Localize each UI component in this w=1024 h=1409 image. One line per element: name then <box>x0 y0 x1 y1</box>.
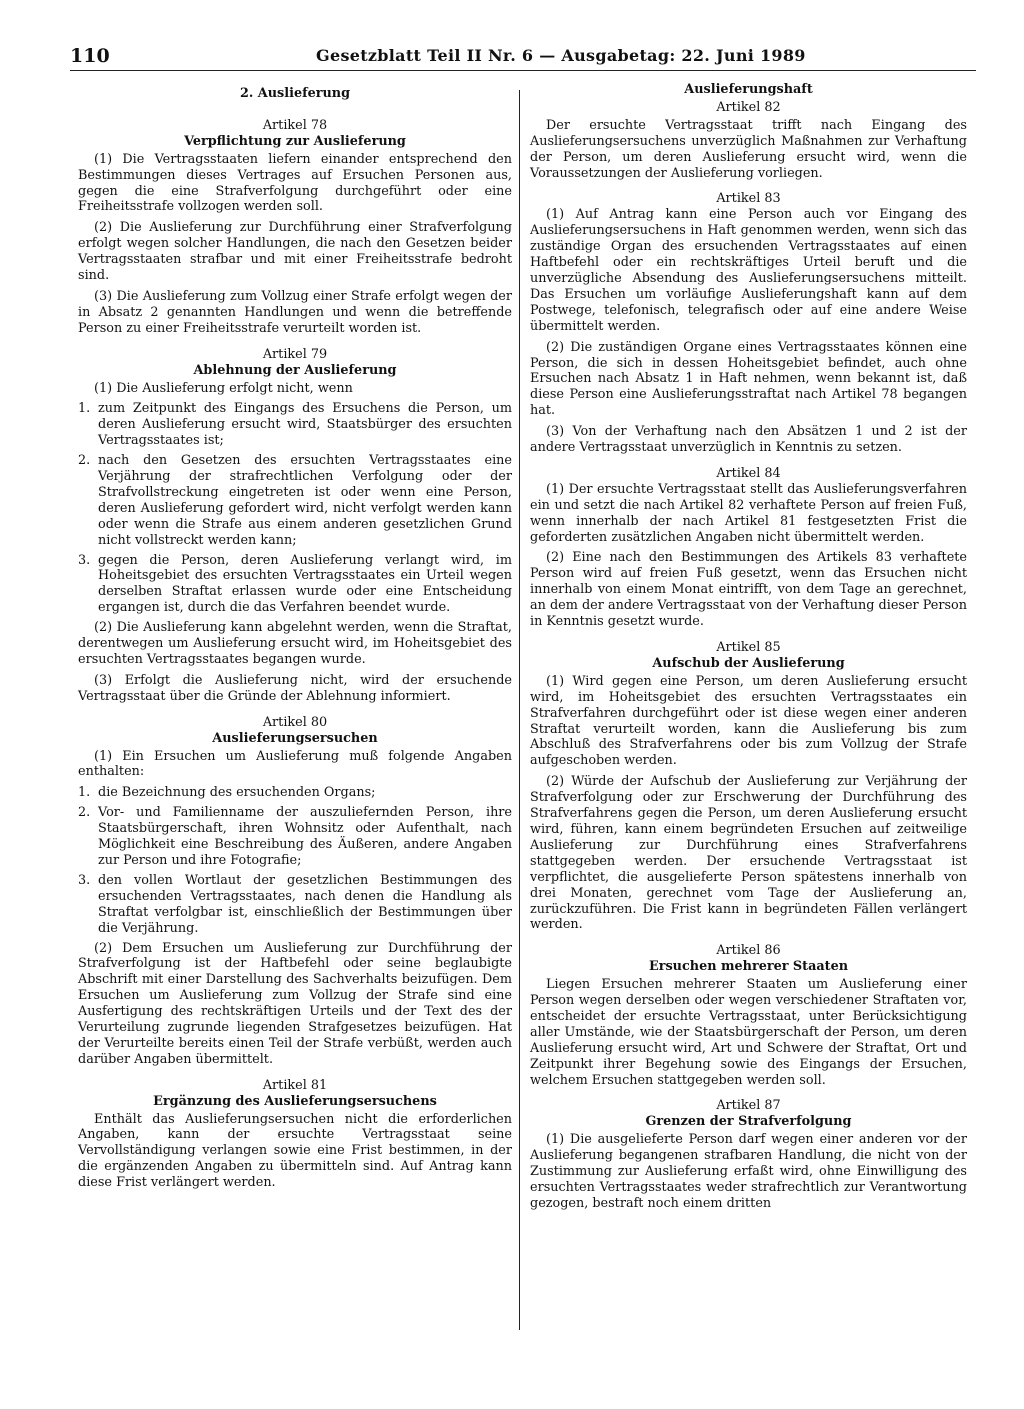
paragraph: (3) Die Auslieferung zum Vollzug einer Strafe erfolgt wegen der in Absatz 2 genannten Handlungen und wenn die betreffende Person zu einer Freiheitsstrafe verurteilt worden ist. <box>78 288 512 336</box>
paragraph: (1) Die Auslieferung erfolgt nicht, wenn <box>94 380 353 396</box>
article-82 <box>530 100 967 182</box>
column-divider <box>519 90 520 1330</box>
paragraph: (2) Die Auslieferung zur Durchführung einer Strafverfolgung erfolgt wegen solcher Handlungen, die nach den Gesetzen beider Vertragsstaaten strafbar und mit einer Freiheitsstrafe bedroht sind. <box>78 220 512 284</box>
article-heading: Artikel 84 <box>716 465 781 481</box>
article-heading: Artikel 85 <box>716 640 781 655</box>
article-85 <box>530 640 967 933</box>
article-81 <box>78 1078 512 1191</box>
article-83 <box>530 191 967 456</box>
article-heading: Artikel 87 <box>716 1098 781 1114</box>
list-number: 3. <box>78 872 91 888</box>
section-title: 2. Auslieferung <box>239 86 351 101</box>
list-number: 1. <box>78 401 91 417</box>
article-79 <box>78 347 512 705</box>
paragraph: (1) Ein Ersuchen um Auslieferung muß folgende Angaben enthalten: <box>78 748 512 780</box>
list-text: den vollen Wortlaut der gesetzlichen Bestimmungen des ersuchenden Vertragsstaates, nach denen die Handlung als Straftat verfolgbar ist, einschließlich der Bestimmungen über die Verjährung. <box>98 872 512 936</box>
article-86 <box>530 943 967 1088</box>
header-rule <box>70 70 976 71</box>
article-heading: Artikel 82 <box>716 99 781 115</box>
article-78 <box>78 118 512 337</box>
article-84 <box>530 466 967 630</box>
list-text: nach den Gesetzen des ersuchten Vertragsstaates eine Verjährung der strafrechtlichen Verfolgung oder der Strafvollstreckung eingetreten ist oder wenn eine Person, deren Auslieferung gefordert wird, nicht verfolgt werden kann oder wenn die Strafe aus einem anderen gesetzlichen Grund nicht vollstreckt werden kann; <box>98 453 512 548</box>
article-heading: Artikel 80 <box>262 714 328 730</box>
article-heading: Artikel 81 <box>262 1077 328 1093</box>
list-item <box>78 873 512 937</box>
article-title: Verpflichtung zur Auslieferung <box>184 133 406 149</box>
list-text: gegen die Person, deren Auslieferung verlangt wird, im Hoheitsgebiet des ersuchten Vertragsstaates ein Urteil wegen derselben Straftat erlassen wurde oder eine Entscheidung ergangen ist, durch die das Verfahren beendet wurde. <box>98 552 512 616</box>
section-title: Auslieferungshaft <box>684 82 813 97</box>
article-title: Ablehnung der Auslieferung <box>193 362 397 378</box>
list-number: 1. <box>78 785 91 801</box>
paragraph: (2) Die zuständigen Organe eines Vertragsstaates können eine Person, die sich in dessen Hoheitsgebiet befindet, auch ohne Ersuchen nach Absatz 1 in Haft nehmen, wenn bekannt ist, daß diese Person eine Auslieferungsstraftat nach Artikel 78 begangen hat. <box>530 339 967 419</box>
paragraph: (1) Die ausgelieferte Person darf wegen einer anderen vor der Auslieferung begangenen strafbaren Handlung, die nicht von der Zustimmung zur Auslieferung erfaßt wird, ohne Einwilligung des ersuchten Vertragsstaates weder strafrechtlich zur Verantwortung gezogen, bestraft noch einem dritten <box>530 1132 967 1211</box>
article-title: Auslieferungsersuchen <box>212 730 378 746</box>
list-number: 2. <box>78 805 91 821</box>
paragraph: (2) Eine nach den Bestimmungen des Artikels 83 verhaftete Person wird auf freien Fuß gesetzt, wenn das Ersuchen nicht innerhalb von einem Monat eintrifft, von dem Tage an gerechnet, an dem der andere Vertragsstaat von der Verhaftung dieser Person in Kenntnis gesetzt wurde. <box>530 550 967 630</box>
paragraph: Enthält das Auslieferungsersuchen nicht die erforderlichen Angaben, kann der ersuchte Vertragsstaat seine Vervollständigung verlangen sowie eine Frist bestimmen, in der die ergänzenden Angaben zu übermitteln sind. Auf Antrag kann diese Frist verlängert werden. <box>78 1111 512 1191</box>
list-item <box>78 785 512 801</box>
list-text: die Bezeichnung des ersuchenden Organs; <box>98 785 376 801</box>
paragraph: Liegen Ersuchen mehrerer Staaten um Auslieferung einer Person wegen derselben oder wegen verschiedener Straftaten vor, entscheidet der ersuchte Vertragsstaat, unter Berücksichtigung aller Umstände, wie der Staatsbürgerschaft der Person, um deren Auslieferung ersucht wird, Art und Schwere der Straftat, Ort und Zeitpunkt ihrer Begehung sowie des Eingangs der Ersuchen, welchem Ersuchen stattgegeben werden soll. <box>530 977 967 1088</box>
right-column <box>530 82 967 1217</box>
article-title: Aufschub der Auslieferung <box>652 655 845 671</box>
paragraph: (2) Würde der Aufschub der Auslieferung zur Verjährung der Strafverfolgung oder zur Erschwerung der Durchführung des Strafverfahrens gegen die Person, um deren Auslieferung ersucht wird, führen, kann einem begründeten Ersuchen auf zeitweilige Auslieferung zur Durchführung eines Strafverfahrens stattgegeben werden. Der ersuchende Vertragsstaat ist verpflichtet, die ausgelieferte Person spätestens innerhalb von drei Monaten, gerechnet vom Tage der Auslieferung an, zurückzuführen. Die Frist kann in begründeten Fällen verlängert werden. <box>530 774 967 933</box>
left-column <box>78 82 512 1196</box>
article-heading: Artikel 78 <box>262 117 328 133</box>
paragraph: (3) Von der Verhaftung nach den Absätzen 1 und 2 ist der andere Vertragsstaat unverzüglich in Kenntnis zu setzen. <box>530 424 967 456</box>
list-item <box>78 805 512 869</box>
article-title: Ersuchen mehrerer Staaten <box>648 959 849 975</box>
list-item <box>78 453 512 548</box>
paragraph: (2) Dem Ersuchen um Auslieferung zur Durchführung der Strafverfolgung ist der Haftbefehl oder seine beglaubigte Abschrift mit einer Darstellung des Sachverhalts beizufügen. Dem Ersuchen um Auslieferung zum Vollzug der Strafe sind eine Ausfertigung des rechtskräftigen Urteils und der Text des der Verurteilung zugrunde liegenden Strafgesetzes beizufügen. Hat der Verurteilte bereits einen Teil der Strafe verbüßt, werden auch darüber Angaben übermittelt. <box>78 940 512 1067</box>
list-number: 2. <box>78 453 91 469</box>
article-title: Ergänzung des Auslieferungsersuchens <box>153 1093 437 1109</box>
article-heading: Artikel 86 <box>716 943 781 959</box>
article-80 <box>78 715 512 1068</box>
paragraph: (1) Der ersuchte Vertragsstaat stellt das Auslieferungsverfahren ein und setzt die nach Artikel 82 verhaftete Person auf freien Fuß, wenn innerhalb der nach Artikel 81 festgesetzten Frist die geforderten zusätzlichen Angaben nicht übermittelt werden. <box>530 481 967 545</box>
gazette-title: Gesetzblatt Teil II Nr. 6 — Ausgabetag: 22. Juni 1989 <box>316 46 806 65</box>
list-item <box>78 401 512 449</box>
list-number: 3. <box>78 552 91 568</box>
article-heading: Artikel 83 <box>716 191 781 207</box>
paragraph: (1) Wird gegen eine Person, um deren Auslieferung ersucht wird, im Hoheitsgebiet des ersuchten Vertragsstaates ein Strafverfahren durchgeführt oder ist diese wegen einer anderen Straftat verurteilt worden, kann die Auslieferung bis zum Abschluß des Strafverfahrens oder bis zum Vollzug der Strafe aufgeschoben werden. <box>530 673 967 769</box>
paragraph: (1) Auf Antrag kann eine Person auch vor Eingang des Auslieferungsersuchens in Haft genommen werden, wenn sich das zuständige Organ des ersuchenden Vertragsstaates auf einen Haftbefehl oder ein rechtskräftiges Urteil beruft und die unverzügliche Absendung des Auslieferungsersuchens mitteilt. Das Ersuchen um vorläufige Auslieferungshaft kann auf dem Postwege, telefonisch, telegrafisch oder auf eine andere Weise übermittelt werden. <box>530 207 967 334</box>
article-87 <box>530 1098 967 1211</box>
article-heading: Artikel 79 <box>262 346 328 362</box>
paragraph: (2) Die Auslieferung kann abgelehnt werden, wenn die Straftat, derentwegen um Auslieferung ersucht wird, im Hoheitsgebiet des ersuchten Vertragsstaates begangen wurde. <box>78 620 512 667</box>
article-title: Grenzen der Strafverfolgung <box>645 1114 852 1130</box>
list-text: Vor- und Familienname der auszuliefernden Person, ihre Staatsbürgerschaft, ihren Wohnsitz oder Aufenthalt, nach Möglichkeit eine Beschreibung des Äußeren, andere Angaben zur Person und ihre Fotografie; <box>98 805 512 868</box>
page-number: 110 <box>70 45 110 67</box>
paragraph: Der ersuchte Vertragsstaat trifft nach Eingang des Auslieferungsersuchens unverzüglich Maßnahmen zur Verhaftung der Person, um deren Auslieferung ersucht wird, wenn die Voraussetzungen der Auslieferung vorliegen. <box>530 117 967 181</box>
list-text: zum Zeitpunkt des Eingangs des Ersuchens die Person, um deren Auslieferung ersucht wird, Staatsbürger des ersuchten Vertragsstaates ist; <box>98 401 512 449</box>
list-item <box>78 553 512 617</box>
paragraph: (1) Die Vertragsstaaten liefern einander entsprechend den Bestimmungen dieses Vertrages auf Ersuchen Personen aus, gegen die eine Strafverfolgung durchgeführt oder eine Freiheitsstrafe vollzogen werden soll. <box>78 151 512 215</box>
paragraph: (3) Erfolgt die Auslieferung nicht, wird der ersuchende Vertragsstaat über die Gründe der Ablehnung informiert. <box>78 672 512 704</box>
